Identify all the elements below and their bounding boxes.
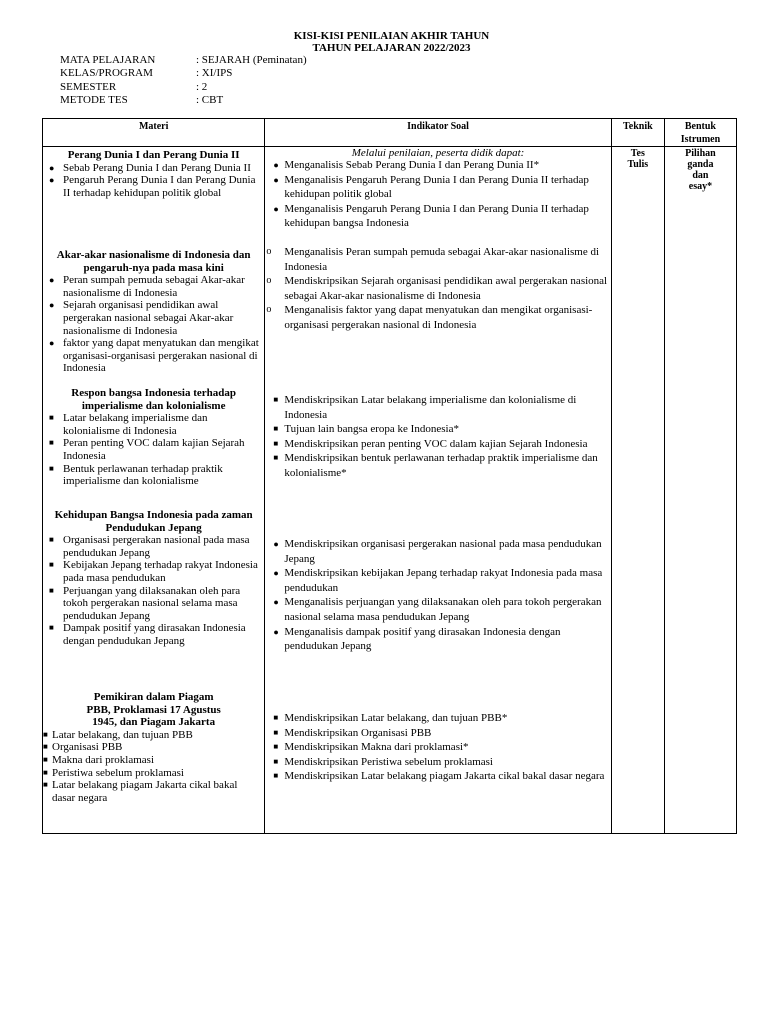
list-item: ■ Mendiskripsikan Latar belakang, dan tujuan PBB* xyxy=(273,712,508,724)
bullet-dot-icon: ● xyxy=(49,175,55,186)
indikator-list xyxy=(265,537,610,654)
meta-key: KELAS/PROGRAM xyxy=(60,67,153,80)
list-item: ■ Organisasi PBB xyxy=(43,741,123,754)
meta-row xyxy=(60,67,307,80)
document-subtitle: TAHUN PELAJARAN 2022/2023 xyxy=(312,42,471,54)
bullet-square-icon: ■ xyxy=(43,729,48,739)
materi-section xyxy=(43,387,264,488)
bullet-square-icon: ■ xyxy=(273,742,279,752)
materi-section xyxy=(43,509,264,648)
list-item: ● Sejarah organisasi pendidikan awal pergerakan nasional sebagai Akar-akar nasionalisme di Indonesia xyxy=(49,299,234,337)
indikator-cell xyxy=(265,147,611,834)
teknik-cell xyxy=(611,147,664,834)
section-title: Akar-akar nasionalisme di Indonesia dan pengaruh-nya pada masa kini xyxy=(56,249,251,274)
bullet-square-icon: ■ xyxy=(273,771,279,781)
meta-key: METODE TES xyxy=(60,93,128,106)
bullet-square-icon: ■ xyxy=(273,713,279,722)
list-item: ● Menganalisis Sebab Perang Dunia I dan Perang Dunia II* xyxy=(273,159,540,171)
indikator-list xyxy=(265,158,610,231)
bullet-square-icon: ■ xyxy=(49,560,54,570)
bullet-square-icon: ■ xyxy=(273,438,279,448)
indikator-intro: Melalui penilaian, peserta didik dapat: xyxy=(351,147,525,159)
bullet-dot-icon: ● xyxy=(273,174,279,185)
bullet-square-icon: ■ xyxy=(49,535,54,545)
meta-row xyxy=(60,94,307,107)
list-item: ● Menganalisis perjuangan yang dilaksanakan oleh para tokoh pergerakan nasional selama masa pendudukan Jepang xyxy=(273,596,602,623)
header-teknik: Teknik xyxy=(611,119,664,147)
list-item: ■ Mendiskripsikan Latar belakang imperialisme dan kolonialisme di Indonesia xyxy=(273,394,577,421)
list-item: ■ Dampak positif yang dirasakan Indonesia dengan pendudukan Jepang xyxy=(49,622,246,647)
bullet-dot-icon: ● xyxy=(49,275,55,286)
table-header-row xyxy=(43,119,737,147)
meta-value: : SEJARAH (Peminatan) xyxy=(196,54,307,66)
meta-value: : XI/IPS xyxy=(196,67,233,80)
list-item: ■ Bentuk perlawanan terhadap praktik imperialisme dan kolonialisme xyxy=(49,462,223,488)
bullet-square-icon: ■ xyxy=(49,585,54,595)
bullet-square-icon: ■ xyxy=(273,395,279,404)
list-item: ■ Mendiskripsikan Makna dari proklamasi* xyxy=(273,741,469,754)
teknik-value: Tes Tulis xyxy=(627,148,649,170)
bullet-dot-icon: ● xyxy=(273,597,279,608)
bullet-square-icon: ■ xyxy=(43,767,48,777)
section-title: Pemikiran dalam Piagam PBB, Proklamasi 17 Agustus 1945, dan Piagam Jakarta xyxy=(86,691,221,729)
header-indikator: Indikator Soal xyxy=(265,119,611,147)
section-title: Perang Dunia I dan Perang Dunia II xyxy=(67,149,240,161)
table-body-row xyxy=(43,147,737,834)
indikator-list xyxy=(265,245,610,333)
bullet-circle-icon: o xyxy=(266,246,272,257)
list-item: ■ Mendiskripsikan peran penting VOC dalam kajian Sejarah Indonesia xyxy=(273,437,588,450)
list-item: ● Menganalisis Pengaruh Perang Dunia I dan Perang Dunia II terhadap kehidupan politik global xyxy=(273,173,589,201)
materi-section xyxy=(43,149,264,199)
bullet-square-icon: ■ xyxy=(49,623,54,633)
bullet-dot-icon: ● xyxy=(49,162,55,173)
list-item: o Menganalisis Peran sumpah pemuda sebagai Akar-akar nasionalisme di Indonesia xyxy=(266,246,600,273)
bullet-circle-icon: o xyxy=(266,304,272,316)
indikator-list xyxy=(265,393,610,481)
list-item: ■ Latar belakang, dan tujuan PBB xyxy=(43,728,193,741)
bullet-dot-icon: ● xyxy=(273,160,279,170)
list-item: ● Sebab Perang Dunia I dan Perang Dunia II xyxy=(49,161,251,174)
list-item: ● Pengaruh Perang Dunia I dan Perang Dunia II terhadap kehidupan politik global xyxy=(49,174,256,199)
materi-cell xyxy=(43,147,265,834)
header-bentuk: Bentuk Istrumen xyxy=(664,119,736,147)
list-item: ● faktor yang dapat menyatukan dan mengikat organisasi-organisasi pergerakan nasional di Indonesia xyxy=(49,337,259,375)
section-title: Respon bangsa Indonesia terhadap imperialisme dan kolonialisme xyxy=(71,387,237,412)
bullet-dot-icon: ● xyxy=(49,338,55,349)
meta-value: : 2 xyxy=(196,80,208,93)
meta-key: MATA PELAJARAN xyxy=(60,54,156,66)
list-item: ■ Mendiskripsikan Latar belakang piagam Jakarta cikal bakal dasar negara xyxy=(273,770,605,783)
bullet-square-icon: ■ xyxy=(273,756,279,766)
list-item: ■ Mendiskripsikan Peristiwa sebelum proklamasi xyxy=(273,755,493,768)
list-item: ■ Mendiskripsikan bentuk perlawanan terhadap praktik imperialisme dan kolonialisme* xyxy=(273,452,598,479)
list-item: ■ Peristiwa sebelum proklamasi xyxy=(43,766,184,779)
document-title: KISI-KISI PENILAIAN AKHIR TAHUN xyxy=(293,30,490,42)
bullet-square-icon: ■ xyxy=(273,453,279,463)
bullet-dot-icon: ● xyxy=(273,539,279,549)
list-item: ■ Peran penting VOC dalam kajian Sejarah Indonesia xyxy=(49,437,245,462)
bullet-square-icon: ■ xyxy=(49,463,54,473)
meta-row xyxy=(60,81,307,94)
kisi-kisi-table xyxy=(42,118,737,834)
list-item: ● Mendiskripsikan kebijakan Jepang terhadap rakyat Indonesia pada masa pendudukan xyxy=(273,567,603,594)
bullet-dot-icon: ● xyxy=(49,300,55,311)
bullet-dot-icon: ● xyxy=(273,203,279,214)
bullet-dot-icon: ● xyxy=(273,568,279,579)
bentuk-value: Pilihan ganda dan esay* xyxy=(685,148,716,192)
bentuk-cell xyxy=(664,147,736,834)
list-item: ■ Latar belakang piagam Jakarta cikal bakal dasar negara xyxy=(43,779,238,804)
list-item: ● Menganalisis dampak positif yang dirasakan Indonesia dengan pendudukan Jepang xyxy=(273,625,561,653)
bullet-circle-icon: o xyxy=(266,275,272,287)
meta-block xyxy=(60,54,307,107)
list-item: ■ Mendiskripsikan Organisasi PBB xyxy=(273,726,432,739)
bullet-square-icon: ■ xyxy=(49,413,54,423)
list-item: ● Mendiskripsikan organisasi pergerakan nasional pada masa pendudukan Jepang xyxy=(273,538,602,565)
list-item: o Menganalisis faktor yang dapat menyatukan dan mengikat organisasi-organisasi pergerakan nasional di Indonesia xyxy=(266,304,593,331)
list-item: ■ Makna dari proklamasi xyxy=(43,753,155,766)
list-item: o Mendiskripsikan Sejarah organisasi pendidikan awal pergerakan nasional sebagai Akar-akar nasionalisme di Indonesia xyxy=(266,275,608,302)
section-title: Kehidupan Bangsa Indonesia pada zaman Pendudukan Jepang xyxy=(54,509,253,534)
list-item: ■ Tujuan lain bangsa eropa ke Indonesia* xyxy=(273,423,459,436)
materi-section xyxy=(43,691,264,804)
meta-key: SEMESTER xyxy=(60,80,117,93)
bullet-square-icon: ■ xyxy=(273,424,279,434)
list-item: ● Menganalisis Pengaruh Perang Dunia I dan Perang Dunia II terhadap kehidupan bangsa Indonesia xyxy=(273,202,589,230)
list-item: ■ Perjuangan yang dilaksanakan oleh para tokoh pergerakan nasional selama masa pendudukan Jepang xyxy=(49,584,241,622)
meta-row xyxy=(60,54,307,67)
bullet-dot-icon: ● xyxy=(273,626,279,637)
materi-section xyxy=(43,249,264,375)
bullet-square-icon: ■ xyxy=(43,742,48,752)
bullet-square-icon: ■ xyxy=(49,438,54,448)
list-item: ■ Kebijakan Jepang terhadap rakyat Indonesia pada masa pendudukan xyxy=(49,559,258,584)
bullet-square-icon: ■ xyxy=(43,780,48,790)
meta-value: : CBT xyxy=(196,93,224,106)
bullet-square-icon: ■ xyxy=(273,727,279,737)
list-item: ● Peran sumpah pemuda sebagai Akar-akar nasionalisme di Indonesia xyxy=(49,274,245,299)
bullet-square-icon: ■ xyxy=(43,754,48,764)
header-materi: Materi xyxy=(43,119,265,147)
list-item: ■ Organisasi pergerakan nasional pada masa pendudukan Jepang xyxy=(49,534,250,559)
indikator-list xyxy=(265,711,610,784)
list-item: ■ Latar belakang imperialisme dan kolonialisme di Indonesia xyxy=(49,412,208,437)
